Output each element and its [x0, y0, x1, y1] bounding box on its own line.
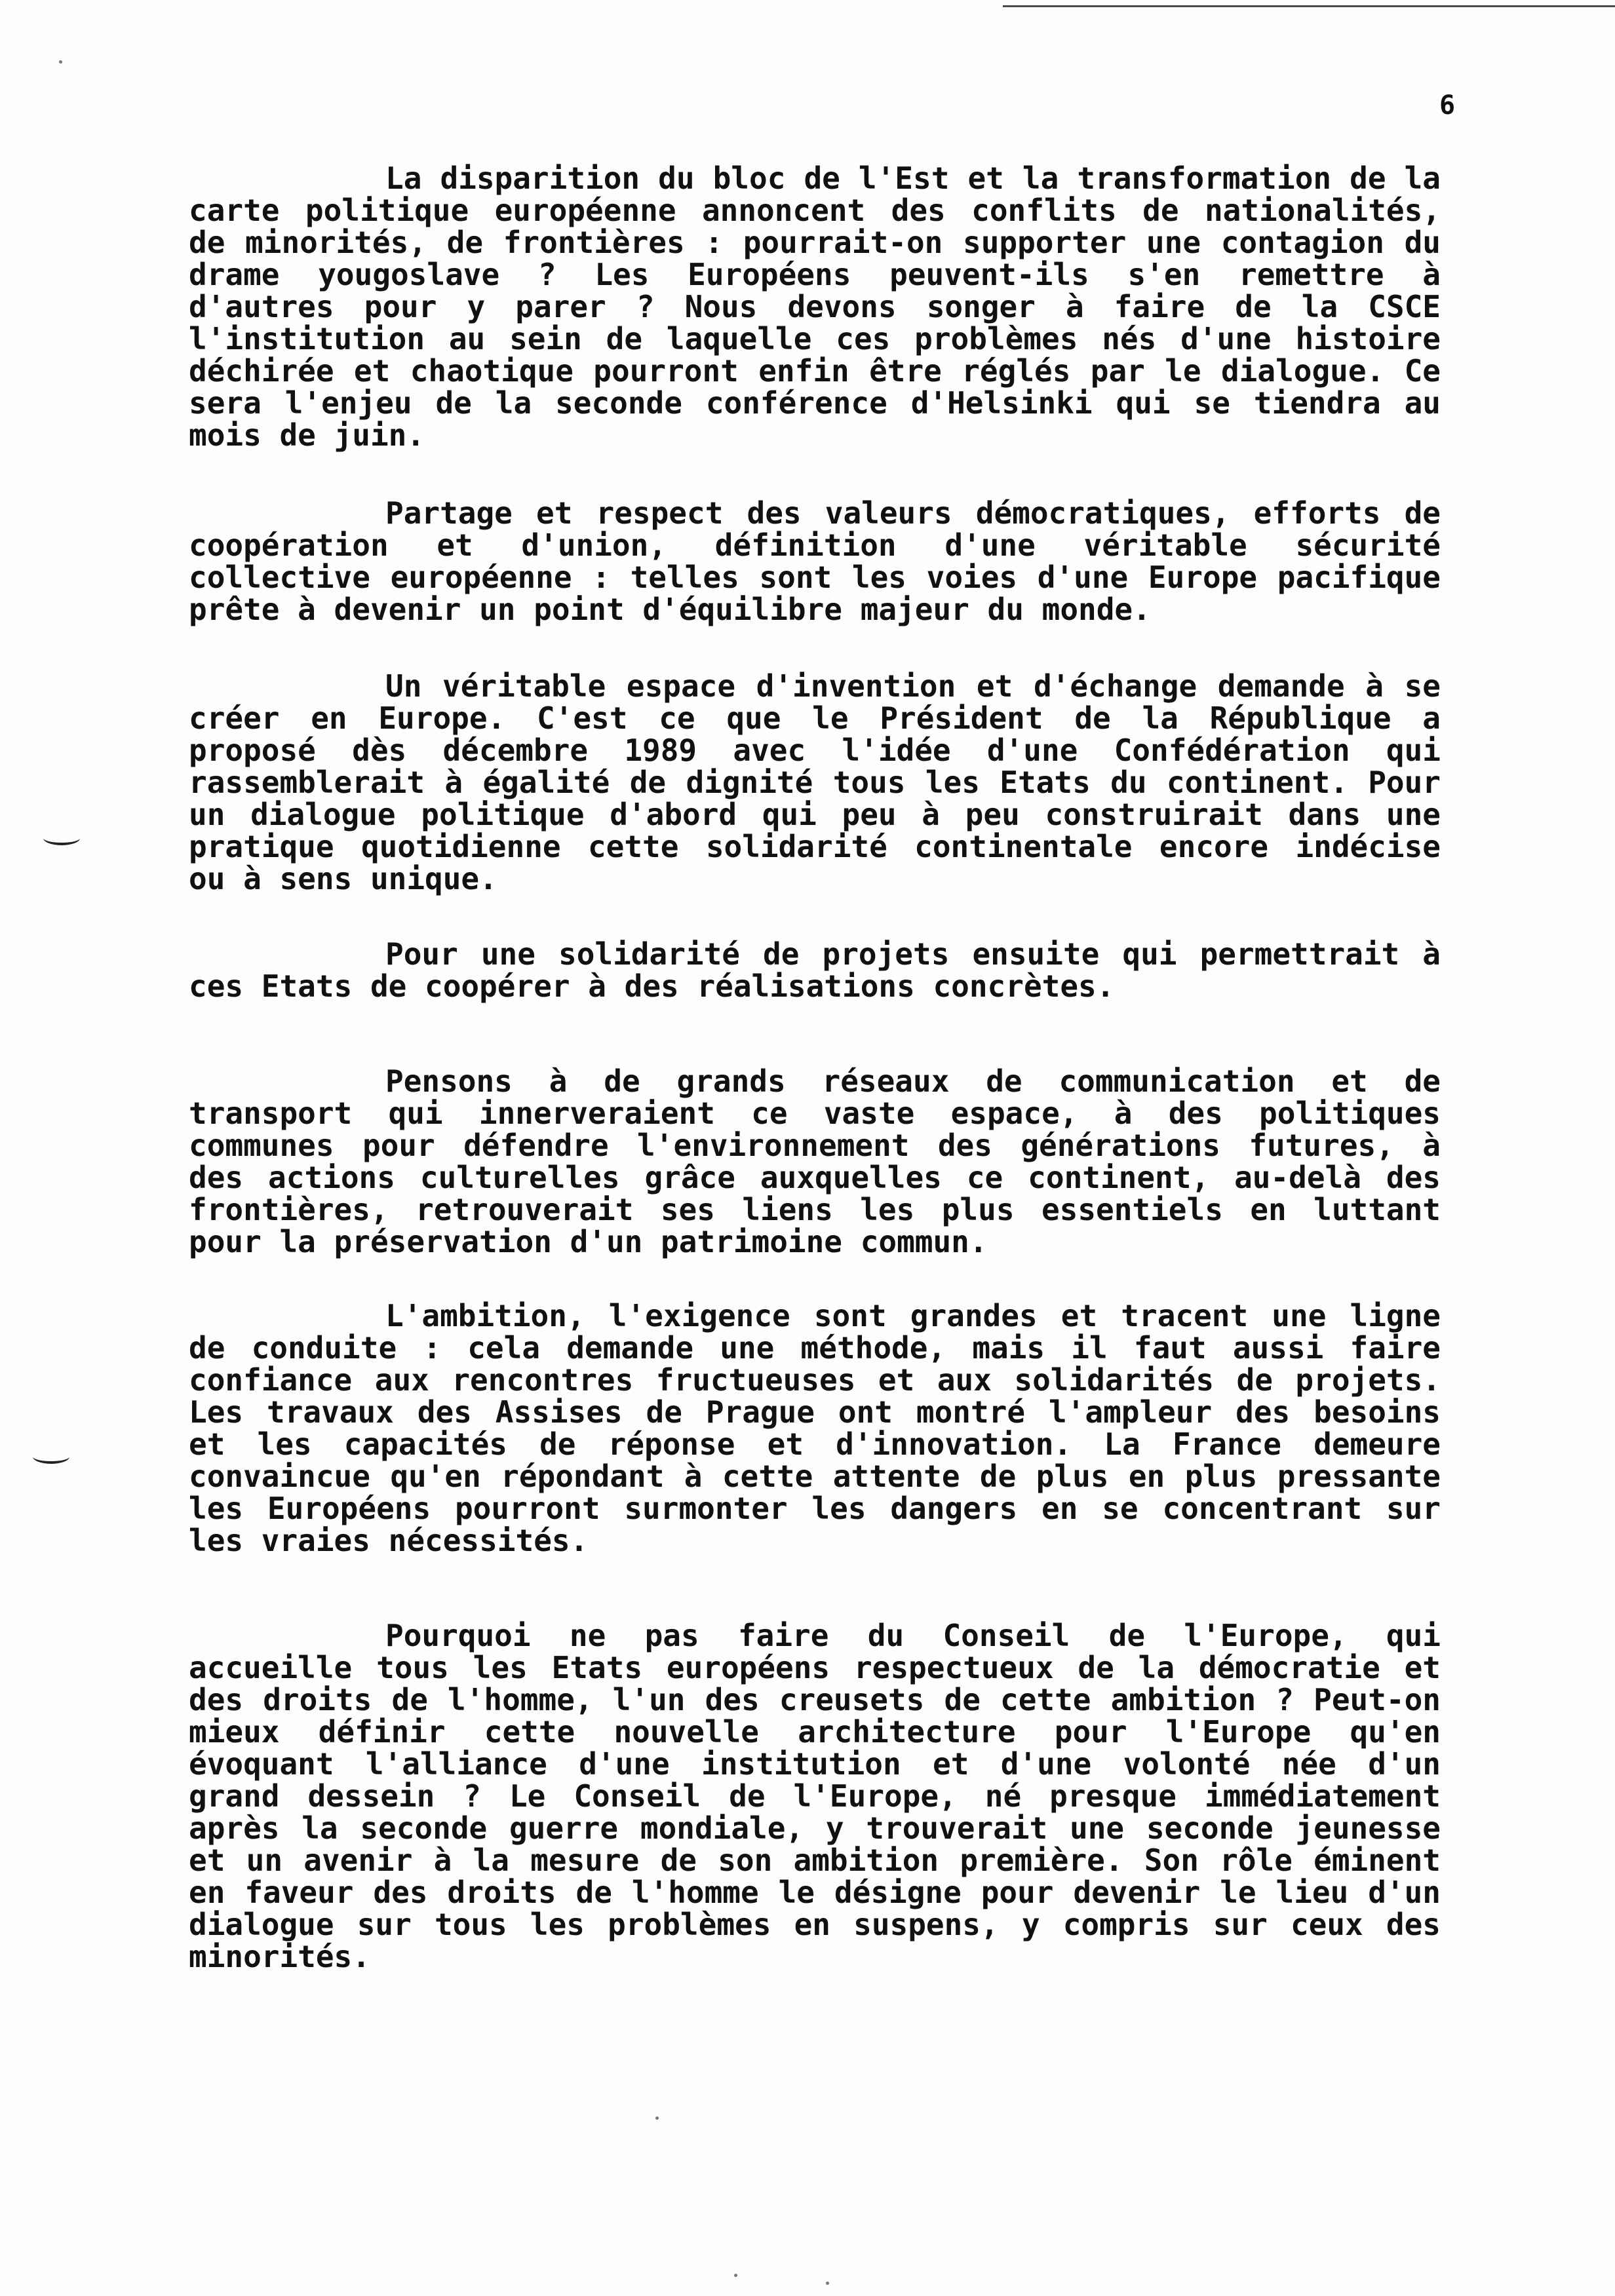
paragraph-networks: Pensons à de grands réseaux de communication et de transport qui innerveraient ce vaste espace, à des politiques communes pour défendre l'environnement des générations futures, à des actions culturelles grâce auxquelles ce continent, au-delà des frontières, retrouverait ses liens les plus essentiels en luttant pour la préservation d'un patrimoine commun. — [189, 1063, 1441, 1259]
top-edge-rule — [1003, 5, 1615, 7]
scan-speck — [655, 2116, 659, 2120]
paragraph-project-solidarity: Pour une solidarité de projets ensuite qui permettrait à ces Etats de coopérer à des réalisations concrètes. — [189, 936, 1441, 1004]
margin-punch-mark — [33, 1449, 69, 1464]
body-text — [189, 163, 1441, 1973]
scan-speck — [59, 60, 62, 64]
margin-punch-mark — [43, 831, 80, 845]
scan-speck — [734, 2274, 737, 2277]
scan-speck — [826, 2282, 829, 2285]
paragraph-democratic-values: Partage et respect des valeurs démocratiques, efforts de coopération et d'union, définition d'une véritable sécurité collective européenne : telles sont les voies d'une Europe pacifique prête à devenir un point d'équilibre majeur du monde. — [189, 495, 1441, 627]
paragraph-confederation: Un véritable espace d'invention et d'échange demande à se créer en Europe. C'est ce que le Président de la République a proposé dès décembre 1989 avec l'idée d'une Confédération qui rassemblerait à égalité de dignité tous les Etats du continent. Pour un dialogue politique d'abord qui peu à peu construirait dans une pratique quotidienne cette solidarité continentale encore indécise ou à sens unique. — [189, 668, 1441, 896]
paragraph-helsinki: La disparition du bloc de l'Est et la transformation de la carte politique européenne annoncent des conflits de nationalités, de minorités, de frontières : pourrait-on supporter une contagion du drame yougoslave ? Les Européens peuvent-ils s'en remettre à d'autres pour y parer ? Nous devons songer à faire de la CSCE l'institution au sein de laquelle ces problèmes nés d'une histoire déchirée et chaotique pourront enfin être réglés par le dialogue. Ce sera l'enjeu de la seconde conférence d'Helsinki qui se tiendra au mois de juin. — [189, 161, 1441, 453]
paragraph-council-of-europe: Pourquoi ne pas faire du Conseil de l'Europe, qui accueille tous les Etats européens respectueux de la démocratie et des droits de l'homme, l'un des creusets de cette ambition ? Peut-on mieux définir cette nouvelle architecture pour l'Europe qu'en évoquant l'alliance d'une institution et d'une volonté née d'un grand dessein ? Le Conseil de l'Europe, né presque immédiatement après la seconde guerre mondiale, y trouverait une seconde jeunesse et un avenir à la mesure de son ambition première. Son rôle éminent en faveur des droits de l'homme le désigne pour devenir le lieu d'un dialogue sur tous les problèmes en suspens, y compris sur ceux des minorités. — [189, 1618, 1441, 1974]
paragraph-ambition: L'ambition, l'exigence sont grandes et tracent une ligne de conduite : cela demande une méthode, mais il faut aussi faire confiance aux rencontres fructueuses et aux solidarités de projets. Les travaux des Assises de Prague ont montré l'ampleur des besoins et les capacités de réponse et d'innovation. La France demeure convaincue qu'en répondant à cette attente de plus en plus pressante les Européens pourront surmonter les dangers en se concentrant sur les vraies nécessités. — [189, 1298, 1441, 1558]
page-number: 6 — [1439, 90, 1456, 121]
